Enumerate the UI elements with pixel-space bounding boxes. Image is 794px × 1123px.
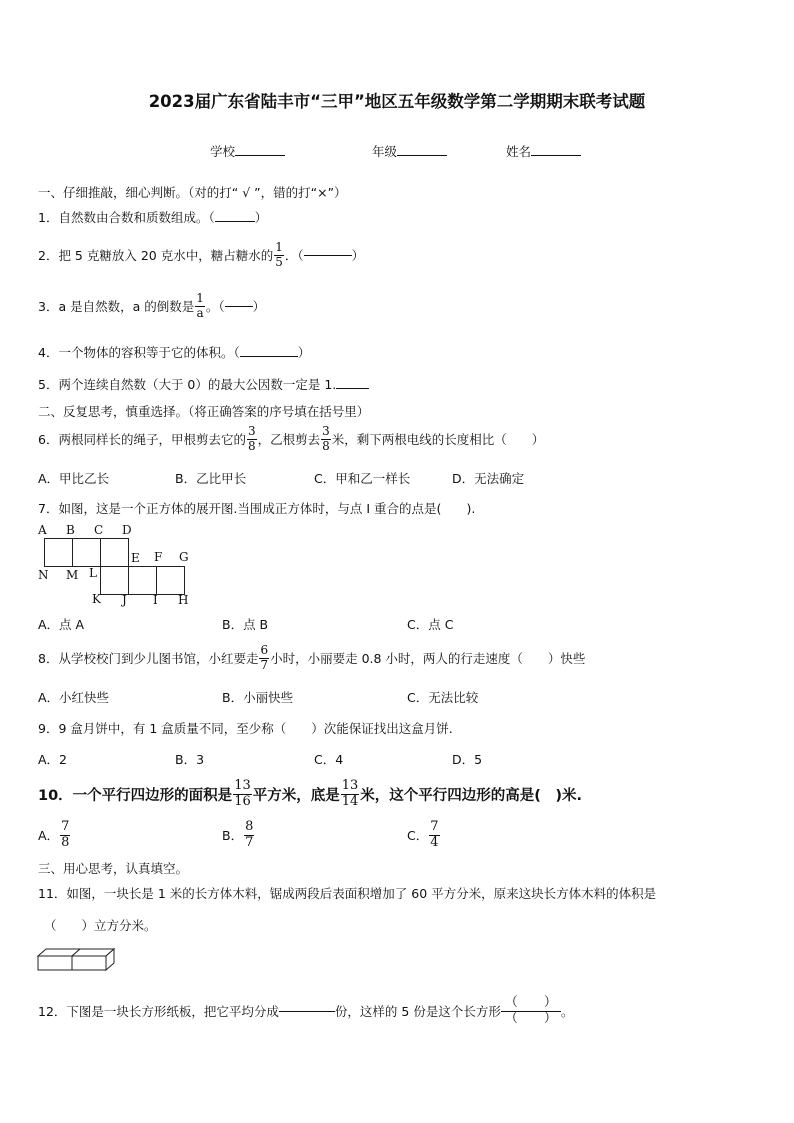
net-label-h: H (178, 593, 189, 607)
q10-fraction-1 (233, 779, 252, 809)
net-label-i: I (153, 593, 158, 607)
q2-post: ．（ (284, 248, 304, 263)
q10-post: 米，这个平行四边形的高是( )米. (360, 787, 583, 804)
grade-field (372, 142, 447, 160)
q9-option-b[interactable]: B．3 (175, 752, 205, 767)
q10-frac1-num: 13 (234, 778, 251, 794)
q5-answer-blank[interactable] (336, 388, 369, 389)
q10-a-den: 8 (61, 834, 70, 850)
q10-option-c[interactable] (407, 816, 441, 854)
question-10 (38, 774, 582, 814)
net-square-1 (44, 538, 73, 567)
q3-frac-den: a (196, 305, 204, 320)
q10-frac2-den: 14 (341, 793, 359, 809)
q12-end: 。 (560, 1004, 574, 1019)
q6-post: 米，剩下两根电线的长度相比（ ） (331, 432, 545, 447)
q10-option-b-fraction (244, 820, 254, 850)
q6-frac1-num: 3 (247, 424, 256, 439)
section-2-heading: 二、反复思考，慎重选择。（将正确答案的序号填在括号里） (38, 404, 370, 419)
q10-option-b[interactable] (222, 816, 255, 854)
q12-frac-num: （ ） (501, 996, 561, 1012)
grade-blank[interactable] (397, 155, 447, 156)
q10-option-a-label: A． (38, 828, 60, 843)
q10-frac2-num: 13 (341, 778, 359, 794)
question-4 (38, 343, 310, 361)
q10-frac1-den: 16 (234, 793, 251, 809)
q10-option-a-fraction (60, 820, 70, 850)
q12-mid: 份，这样的 5 份是这个长方形 (334, 1004, 501, 1019)
q8-option-b[interactable]: B．小丽快些 (222, 690, 294, 705)
net-label-n: N (38, 568, 49, 582)
q10-c-num: 7 (430, 819, 439, 835)
net-square-4 (100, 566, 129, 595)
q10-b-den: 7 (245, 834, 254, 850)
net-label-g: G (179, 550, 189, 564)
q6-text: 6．两根同样长的绳子，甲根剪去它的 (38, 432, 246, 447)
q3-answer-blank[interactable] (225, 306, 253, 307)
question-12 (38, 990, 573, 1032)
section-3-heading: 三、用心思考，认真填空。 (38, 861, 189, 876)
q12-answer-blank[interactable] (279, 1011, 335, 1012)
q2-frac-den: 5 (275, 254, 283, 269)
q10-a-num: 7 (61, 819, 70, 835)
question-7: 7．如图，这是一个正方体的展开图.当围成正方体时，与点 I 重合的点是( ). (38, 501, 476, 516)
net-label-j: J (122, 593, 127, 607)
question-6 (38, 420, 544, 458)
net-label-k: K (92, 592, 101, 606)
q2-frac-num: 1 (275, 240, 283, 255)
net-label-e: E (131, 551, 140, 565)
name-label: 姓名 (506, 144, 532, 159)
question-11-line-2: （ ）立方分米。 (44, 918, 157, 933)
q4-end: ） (297, 345, 311, 360)
q6-frac2-den: 8 (322, 438, 330, 453)
net-label-m: M (66, 568, 79, 582)
net-square-2 (72, 538, 101, 567)
q7-option-b[interactable]: B．点 B (222, 617, 269, 632)
net-square-3 (100, 538, 129, 567)
net-label-f: F (154, 550, 163, 564)
q1-answer-blank[interactable] (215, 221, 255, 222)
school-label: 学校 (210, 144, 236, 159)
q12-frac-den: （ ） (504, 1010, 557, 1026)
q7-option-c[interactable]: C．点 C (407, 617, 454, 632)
question-9: 9．9 盒月饼中，有 1 盒质量不同，至少称（ ）次能保证找出这盒月饼. (38, 721, 453, 736)
q8-post: 小时，小丽要走 0.8 小时，两人的行走速度（ ）快些 (270, 651, 586, 666)
q3-text: 3．a 是自然数，a 的倒数是 (38, 299, 195, 314)
q2-fraction (274, 241, 284, 268)
net-label-a: A (38, 523, 47, 537)
q8-frac-den: 7 (260, 657, 269, 672)
question-11-line-1: 11．如图，一块长是 1 米的长方体木料，锯成两段后表面积增加了 60 平方分米，原来这块长方体木料的体积是 (38, 886, 657, 901)
grade-label: 年级 (372, 144, 398, 159)
question-5 (38, 375, 369, 393)
q10-mid: 平方米，底是 (252, 787, 340, 804)
q6-option-d[interactable]: D．无法确定 (452, 471, 525, 486)
q6-fraction-2 (321, 425, 331, 452)
school-field (210, 142, 285, 160)
net-label-c: C (94, 523, 104, 537)
q6-frac1-den: 8 (247, 438, 256, 453)
q10-text: 10．一个平行四边形的面积是 (38, 787, 233, 804)
q6-frac2-num: 3 (322, 424, 330, 439)
q9-option-d[interactable]: D．5 (452, 752, 483, 767)
q2-answer-blank[interactable] (304, 255, 352, 256)
q8-option-c[interactable]: C．无法比较 (407, 690, 479, 705)
net-label-b: B (66, 523, 75, 537)
q10-option-c-label: C． (407, 828, 429, 843)
net-label-l: L (89, 566, 97, 580)
q3-frac-num: 1 (196, 291, 204, 306)
q6-option-b[interactable]: B．乙比甲长 (175, 471, 247, 486)
name-blank[interactable] (531, 155, 581, 156)
question-1 (38, 208, 267, 226)
q6-option-c[interactable]: C．甲和乙一样长 (314, 471, 411, 486)
q6-fraction-1 (247, 425, 257, 452)
q3-fraction (195, 292, 205, 319)
net-square-6 (156, 566, 185, 595)
q10-fraction-2 (341, 779, 360, 809)
school-blank[interactable] (235, 155, 285, 156)
q8-frac-num: 6 (260, 643, 269, 658)
q4-answer-blank[interactable] (240, 356, 298, 357)
q5-text: 5．两个连续自然数（大于 0）的最大公因数一定是 1. (38, 377, 337, 392)
q3-end: ） (252, 299, 266, 314)
page-title: 2023届广东省陆丰市“三甲”地区五年级数学第二学期期末联考试题 (148, 92, 646, 111)
question-3 (38, 287, 265, 325)
wood-block-diagram (36, 946, 120, 972)
q9-option-c[interactable]: C．4 (314, 752, 344, 767)
q12-fraction[interactable] (501, 996, 561, 1027)
q6-mid: ，乙根剪去 (257, 432, 321, 447)
q12-text: 12．下图是一块长方形纸板，把它平均分成 (38, 1004, 279, 1019)
q10-b-num: 8 (245, 819, 254, 835)
q10-option-a[interactable] (38, 816, 71, 854)
q2-end: ） (351, 248, 365, 263)
q7-option-a[interactable]: A．点 A (38, 617, 85, 632)
net-label-d: D (122, 523, 132, 537)
q6-option-a[interactable]: A．甲比乙长 (38, 471, 110, 486)
q10-option-b-label: B． (222, 828, 244, 843)
q8-option-a[interactable]: A．小红快些 (38, 690, 110, 705)
q9-option-a[interactable]: A．2 (38, 752, 68, 767)
q1-end: ） (254, 210, 268, 225)
name-field (506, 142, 581, 160)
q1-text: 1．自然数由合数和质数组成。（ (38, 210, 215, 225)
q8-fraction (259, 644, 269, 671)
q2-text: 2．把 5 克糖放入 20 克水中，糖占糖水的 (38, 248, 274, 263)
q10-option-c-fraction (429, 820, 439, 850)
q3-post: 。（ (205, 299, 225, 314)
net-square-5 (128, 566, 157, 595)
q10-c-den: 4 (430, 834, 439, 850)
q4-text: 4．一个物体的容积等于它的体积。（ (38, 345, 240, 360)
section-1-heading: 一、仔细推敲，细心判断。（对的打“ √ ”，错的打“×”） (38, 185, 347, 200)
question-8 (38, 638, 585, 678)
question-2 (38, 236, 364, 274)
q8-text: 8．从学校校门到少儿图书馆，小红要走 (38, 651, 259, 666)
